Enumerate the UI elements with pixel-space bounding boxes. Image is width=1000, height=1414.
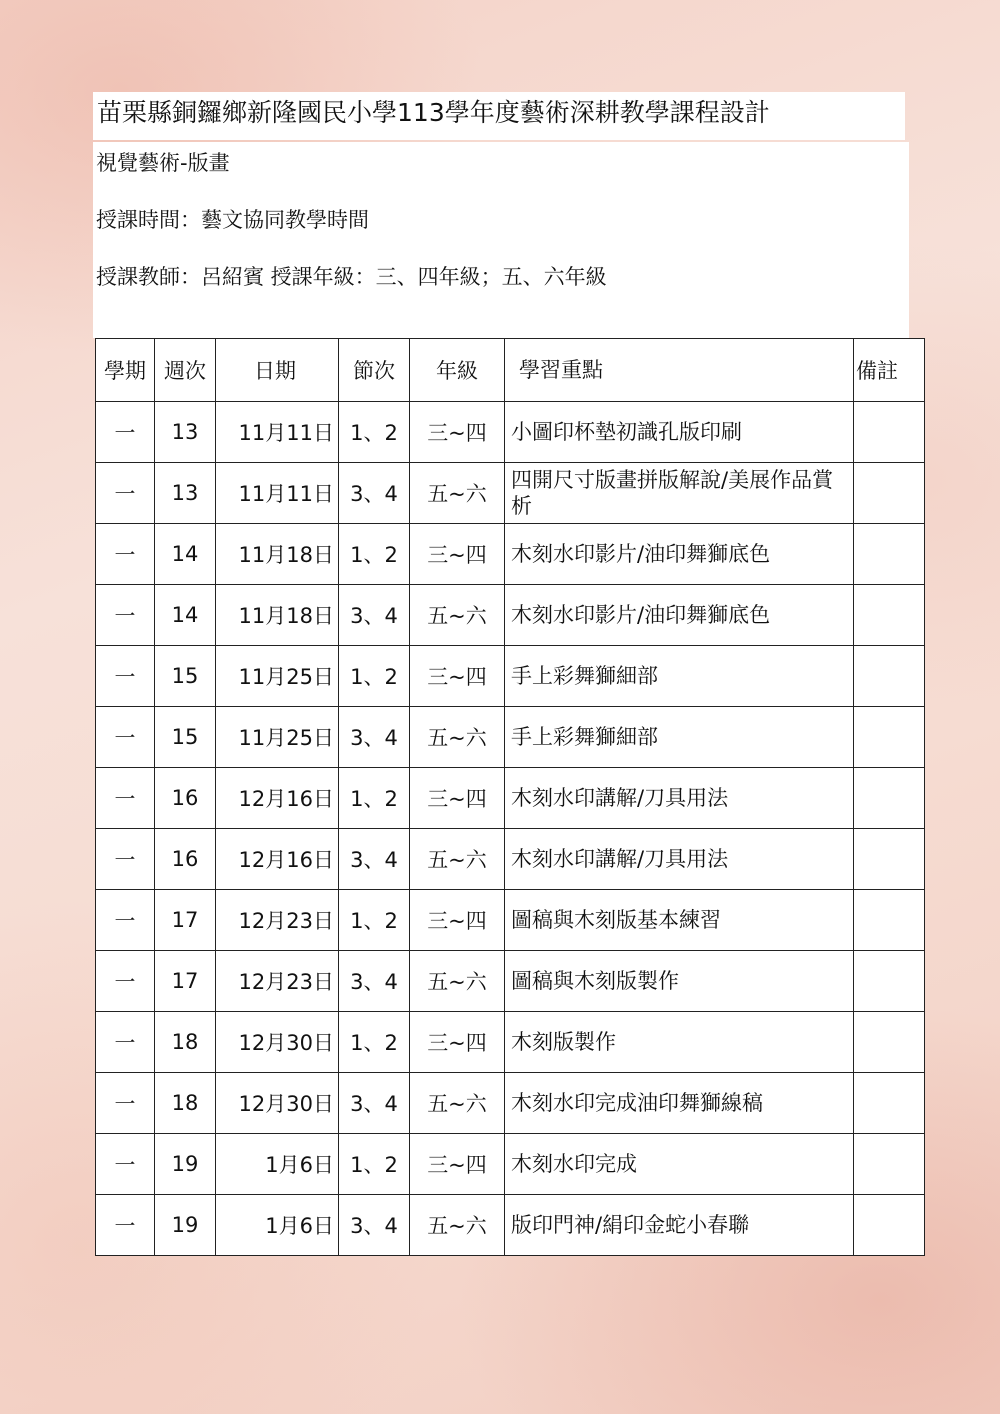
cell-period: 1、2: [339, 524, 410, 585]
cell-date: 12月30日: [216, 1073, 339, 1134]
teacher-grade-line: 授課教師：呂紹賓 授課年級：三、四年級；五、六年級: [96, 265, 607, 289]
cell-learning-focus: 木刻水印講解/刀具用法: [505, 829, 854, 890]
header-period: 節次: [339, 339, 410, 402]
cell-learning-focus: 手上彩舞獅細部: [505, 646, 854, 707]
cell-period: 3、4: [339, 1073, 410, 1134]
header-notes: 備註: [854, 339, 925, 402]
cell-learning-focus: 四開尺寸版畫拼版解說/美展作品賞析: [505, 463, 854, 524]
cell-period: 3、4: [339, 951, 410, 1012]
cell-period: 1、2: [339, 646, 410, 707]
cell-notes: [854, 1195, 925, 1256]
schedule-body: [96, 402, 925, 1256]
table-row: [96, 1134, 925, 1195]
cell-date: 11月11日: [216, 463, 339, 524]
cell-week: 13: [155, 463, 216, 524]
cell-period: 1、2: [339, 768, 410, 829]
table-row: [96, 1073, 925, 1134]
cell-grade: 五~六: [410, 829, 505, 890]
cell-date: 12月16日: [216, 768, 339, 829]
class-time-line: 授課時間：藝文協同教學時間: [96, 208, 369, 232]
cell-period: 1、2: [339, 402, 410, 463]
cell-week: 18: [155, 1073, 216, 1134]
cell-period: 3、4: [339, 585, 410, 646]
cell-learning-focus: 圖稿與木刻版基本練習: [505, 890, 854, 951]
cell-notes: [854, 1073, 925, 1134]
table-row: [96, 646, 925, 707]
cell-period: 3、4: [339, 707, 410, 768]
cell-semester: 一: [96, 1012, 155, 1073]
table-row: [96, 463, 925, 524]
cell-week: 14: [155, 524, 216, 585]
cell-week: 15: [155, 646, 216, 707]
cell-period: 3、4: [339, 1195, 410, 1256]
cell-notes: [854, 829, 925, 890]
cell-learning-focus: 木刻版製作: [505, 1012, 854, 1073]
table-row: [96, 524, 925, 585]
cell-period: 1、2: [339, 1012, 410, 1073]
cell-learning-focus: 木刻水印影片/油印舞獅底色: [505, 524, 854, 585]
cell-semester: 一: [96, 524, 155, 585]
cell-grade: 五~六: [410, 707, 505, 768]
cell-grade: 三~四: [410, 524, 505, 585]
cell-date: 11月18日: [216, 585, 339, 646]
cell-notes: [854, 463, 925, 524]
cell-semester: 一: [96, 951, 155, 1012]
cell-learning-focus: 小圖印杯墊初識孔版印刷: [505, 402, 854, 463]
cell-grade: 五~六: [410, 585, 505, 646]
table-row: [96, 402, 925, 463]
cell-week: 18: [155, 1012, 216, 1073]
cell-week: 17: [155, 951, 216, 1012]
schedule-table: [95, 338, 925, 1256]
cell-week: 19: [155, 1134, 216, 1195]
cell-semester: 一: [96, 646, 155, 707]
cell-grade: 五~六: [410, 463, 505, 524]
cell-grade: 五~六: [410, 1195, 505, 1256]
cell-date: 11月18日: [216, 524, 339, 585]
cell-notes: [854, 1012, 925, 1073]
cell-date: 11月11日: [216, 402, 339, 463]
cell-grade: 三~四: [410, 1134, 505, 1195]
cell-grade: 三~四: [410, 646, 505, 707]
header-week: 週次: [155, 339, 216, 402]
cell-semester: 一: [96, 402, 155, 463]
cell-date: 1月6日: [216, 1195, 339, 1256]
cell-period: 1、2: [339, 890, 410, 951]
cell-semester: 一: [96, 829, 155, 890]
table-row: [96, 1195, 925, 1256]
cell-date: 12月23日: [216, 890, 339, 951]
cell-week: 13: [155, 402, 216, 463]
cell-learning-focus: 手上彩舞獅細部: [505, 707, 854, 768]
cell-notes: [854, 707, 925, 768]
cell-date: 12月23日: [216, 951, 339, 1012]
cell-date: 11月25日: [216, 646, 339, 707]
cell-semester: 一: [96, 463, 155, 524]
cell-semester: 一: [96, 890, 155, 951]
cell-grade: 三~四: [410, 1012, 505, 1073]
table-row: [96, 1012, 925, 1073]
cell-period: 3、4: [339, 463, 410, 524]
cell-week: 19: [155, 1195, 216, 1256]
cell-semester: 一: [96, 707, 155, 768]
cell-date: 12月16日: [216, 829, 339, 890]
cell-date: 1月6日: [216, 1134, 339, 1195]
cell-semester: 一: [96, 768, 155, 829]
cell-notes: [854, 524, 925, 585]
table-row: [96, 768, 925, 829]
cell-grade: 三~四: [410, 768, 505, 829]
header-box: [93, 92, 905, 140]
cell-notes: [854, 890, 925, 951]
cell-semester: 一: [96, 1134, 155, 1195]
cell-learning-focus: 木刻水印講解/刀具用法: [505, 768, 854, 829]
header-grade: 年級: [410, 339, 505, 402]
cell-period: 1、2: [339, 1134, 410, 1195]
cell-semester: 一: [96, 1073, 155, 1134]
cell-notes: [854, 768, 925, 829]
cell-week: 15: [155, 707, 216, 768]
table-header-row: [96, 339, 925, 402]
table-row: [96, 951, 925, 1012]
cell-week: 16: [155, 768, 216, 829]
course-info: [93, 142, 909, 338]
table-row: [96, 890, 925, 951]
header-learning-focus: 學習重點: [505, 339, 854, 402]
cell-notes: [854, 1134, 925, 1195]
cell-week: 16: [155, 829, 216, 890]
cell-semester: 一: [96, 585, 155, 646]
cell-period: 3、4: [339, 829, 410, 890]
cell-grade: 三~四: [410, 402, 505, 463]
cell-notes: [854, 402, 925, 463]
header-semester: 學期: [96, 339, 155, 402]
table-row: [96, 585, 925, 646]
cell-semester: 一: [96, 1195, 155, 1256]
table-row: [96, 707, 925, 768]
cell-learning-focus: 版印門神/絹印金蛇小春聯: [505, 1195, 854, 1256]
cell-grade: 五~六: [410, 951, 505, 1012]
table-row: [96, 829, 925, 890]
cell-week: 14: [155, 585, 216, 646]
cell-notes: [854, 951, 925, 1012]
cell-learning-focus: 圖稿與木刻版製作: [505, 951, 854, 1012]
header-date: 日期: [216, 339, 339, 402]
cell-notes: [854, 585, 925, 646]
document-title: 苗栗縣銅鑼鄉新隆國民小學113學年度藝術深耕教學課程設計: [97, 98, 770, 127]
cell-learning-focus: 木刻水印完成油印舞獅線稿: [505, 1073, 854, 1134]
cell-learning-focus: 木刻水印影片/油印舞獅底色: [505, 585, 854, 646]
cell-week: 17: [155, 890, 216, 951]
cell-grade: 五~六: [410, 1073, 505, 1134]
cell-notes: [854, 646, 925, 707]
cell-grade: 三~四: [410, 890, 505, 951]
cell-date: 11月25日: [216, 707, 339, 768]
cell-learning-focus: 木刻水印完成: [505, 1134, 854, 1195]
cell-date: 12月30日: [216, 1012, 339, 1073]
subject-line: 視覺藝術-版畫: [96, 151, 230, 175]
